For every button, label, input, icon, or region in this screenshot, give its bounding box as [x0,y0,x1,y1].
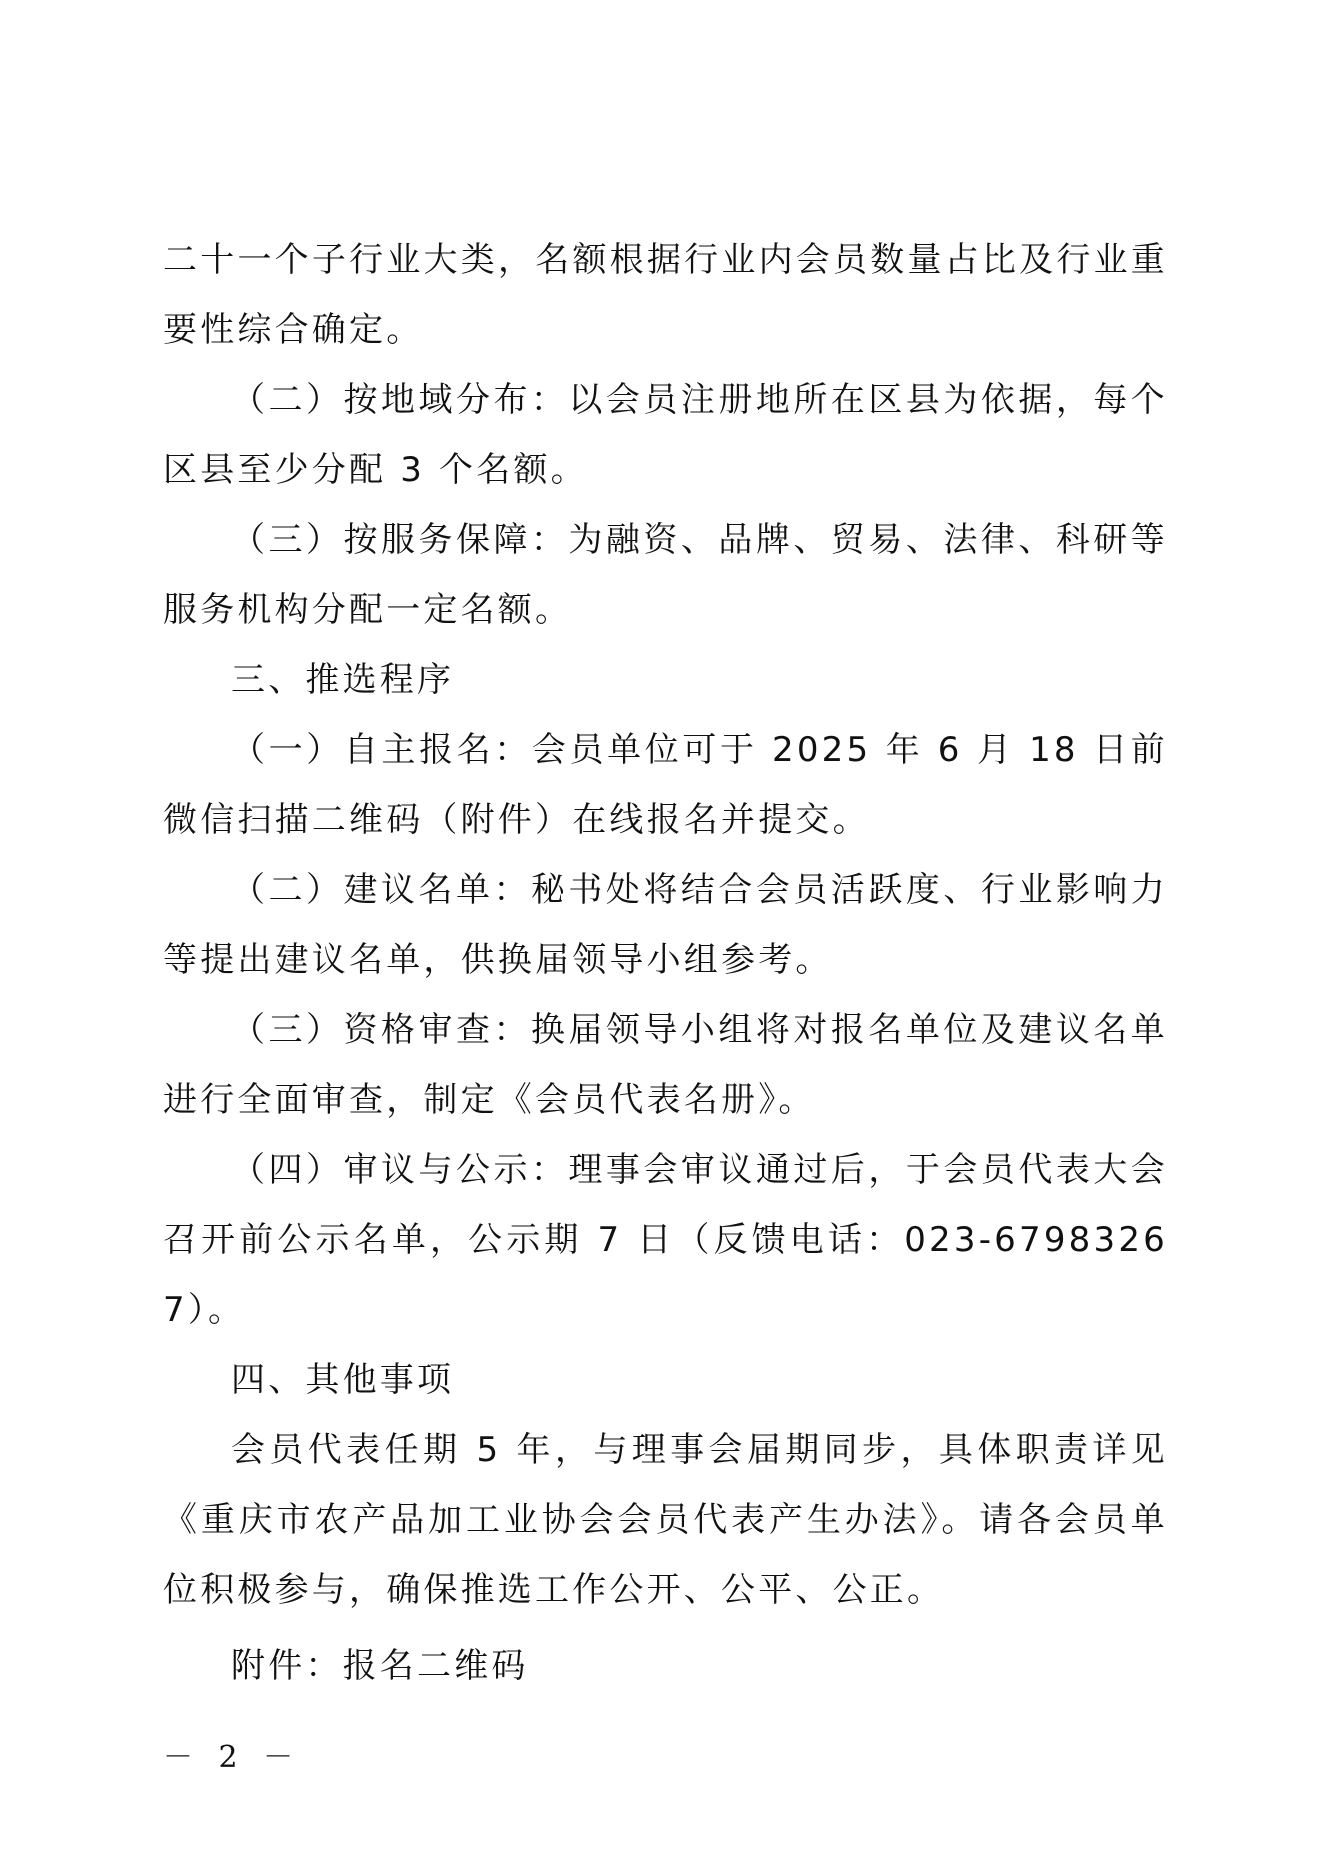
paragraph-service-allocation: （三）按服务保障：为融资、品牌、贸易、法律、科研等服务机构分配一定名额。 [163,520,1168,630]
page-number: － 2 － [163,1740,302,1775]
section-heading-other-matters: 四、其他事项 [231,1360,455,1400]
paragraph-self-registration: （一）自主报名：会员单位可于 2025 年 6 月 18 日前微信扫描二维码（附件）在线报名并提交。 [163,730,1168,840]
paragraph-region-allocation: （二）按地域分布：以会员注册地所在区县为依据，每个区县至少分配 3 个名额。 [163,380,1168,490]
paragraph-review-publicity: （四）审议与公示：理事会审议通过后，于会员代表大会召开前公示名单，公示期 7 日（反馈电话：023-67983267）。 [163,1150,1168,1330]
paragraph-qualification-review: （三）资格审查：换届领导小组将对报名单位及建议名单进行全面审查，制定《会员代表名册》。 [163,1010,1168,1120]
attachment-line: 附件：报名二维码 [231,1646,529,1686]
document-body [163,225,1168,1701]
paragraph-continuation: 二十一个子行业大类，名额根据行业内会员数量占比及行业重要性综合确定。 [163,240,1168,350]
paragraph-term-of-office: 会员代表任期 5 年，与理事会届期同步，具体职责详见《重庆市农产品加工业协会会员代表产生办法》。请各会员单位积极参与，确保推选工作公开、公平、公正。 [163,1430,1168,1610]
paragraph-suggested-list: （二）建议名单：秘书处将结合会员活跃度、行业影响力等提出建议名单，供换届领导小组参考。 [163,870,1168,980]
section-heading-procedure: 三、推选程序 [231,660,455,700]
